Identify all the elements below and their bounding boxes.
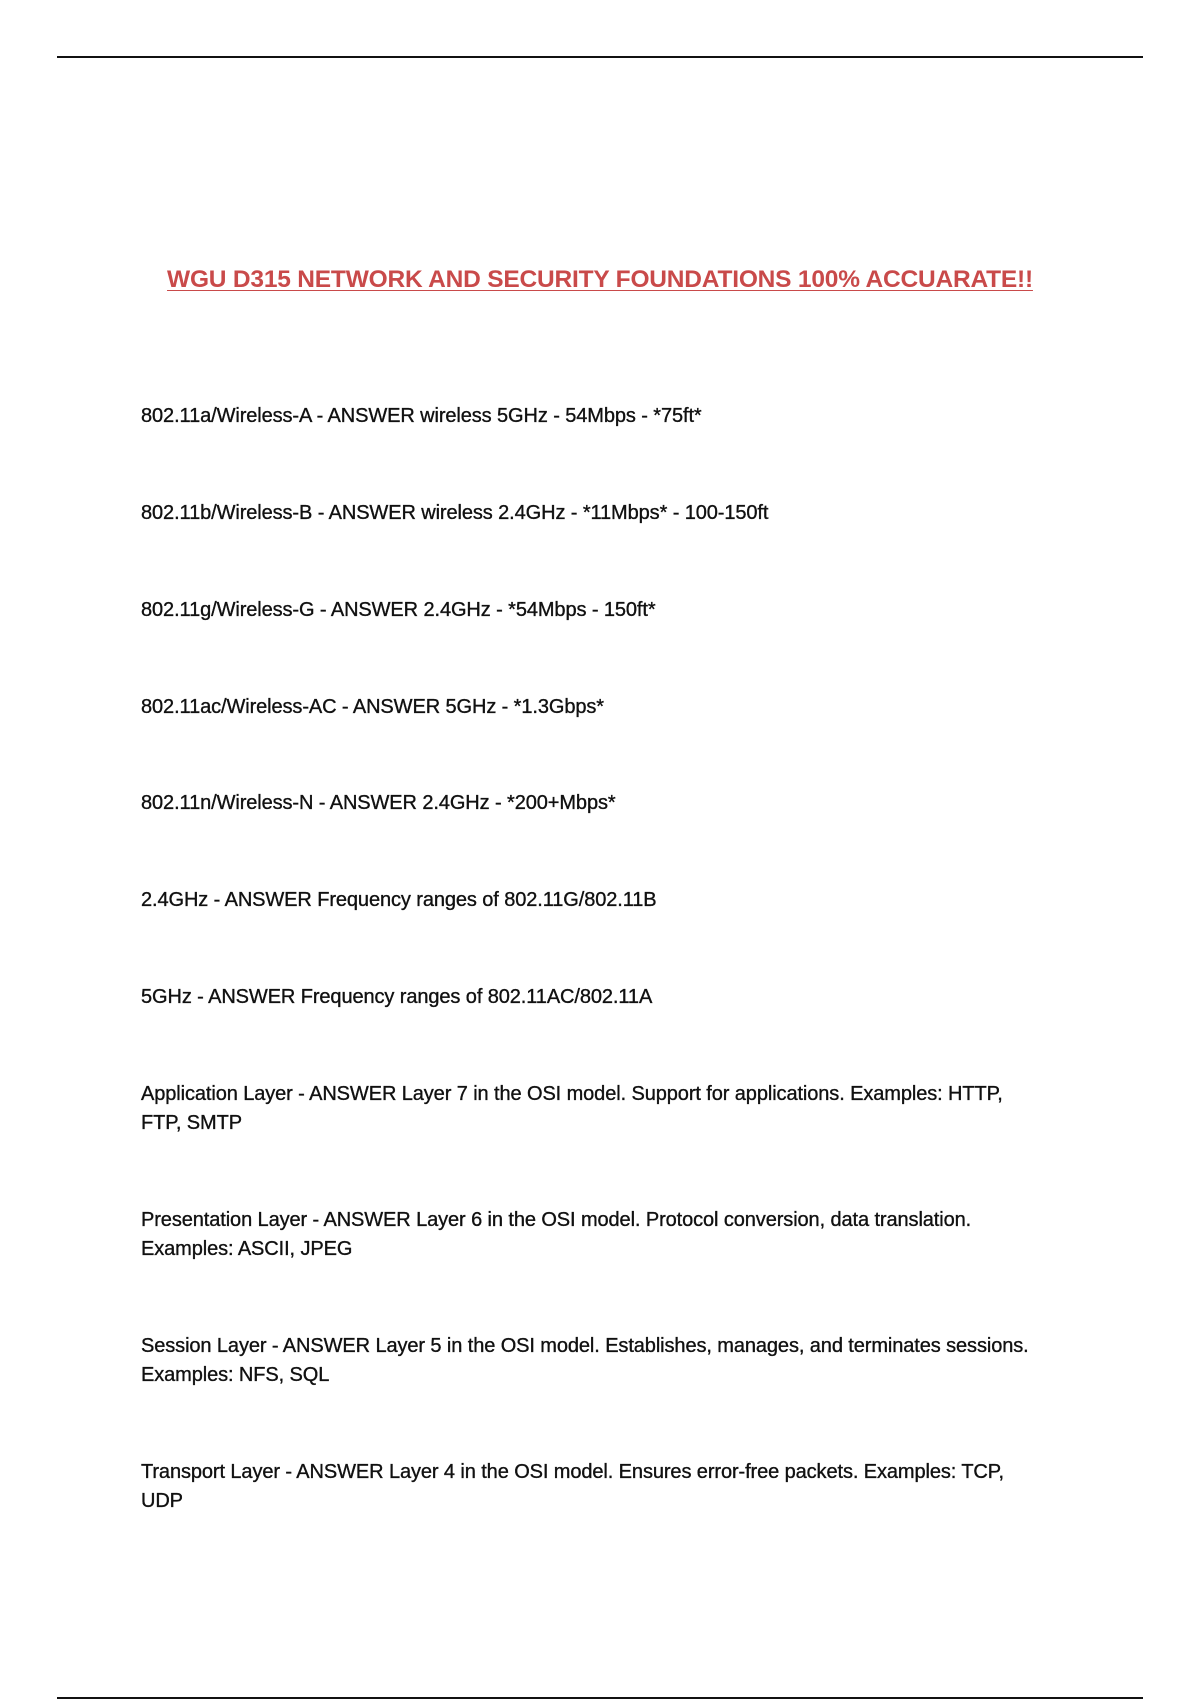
flashcard-entry: 802.11ac/Wireless-AC - ANSWER 5GHz - *1.3Gbps* xyxy=(141,696,604,718)
flashcard-entry: Session Layer - ANSWER Layer 5 in the OSI model. Establishes, manages, and terminates sessions. Examples: NFS, SQL xyxy=(141,1335,1029,1386)
flashcard-entry: Presentation Layer - ANSWER Layer 6 in the OSI model. Protocol conversion, data translation. Examples: ASCII, JPEG xyxy=(141,1209,972,1260)
flashcard-entry: 802.11b/Wireless-B - ANSWER wireless 2.4GHz - *11Mbps* - 100-150ft xyxy=(141,502,769,524)
flashcard-entry: 802.11g/Wireless-G - ANSWER 2.4GHz - *54Mbps - 150ft* xyxy=(141,599,656,621)
bottom-rule xyxy=(57,1697,1143,1699)
document-title: WGU D315 NETWORK AND SECURITY FOUNDATIONS 100% ACCUARATE!! xyxy=(167,266,1033,293)
flashcard-entry: Application Layer - ANSWER Layer 7 in the OSI model. Support for applications. Examples: HTTP, FTP, SMTP xyxy=(141,1083,1003,1134)
flashcard-entry: 802.11n/Wireless-N - ANSWER 2.4GHz - *200+Mbps* xyxy=(141,792,616,814)
flashcard-entry: 802.11a/Wireless-A - ANSWER wireless 5GHz - 54Mbps - *75ft* xyxy=(141,405,702,427)
flashcard-entry: Transport Layer - ANSWER Layer 4 in the OSI model. Ensures error-free packets. Examples: TCP, UDP xyxy=(141,1461,1004,1512)
flashcard-entry: 5GHz - ANSWER Frequency ranges of 802.11AC/802.11A xyxy=(141,986,653,1008)
flashcard-entry: 2.4GHz - ANSWER Frequency ranges of 802.11G/802.11B xyxy=(141,889,657,911)
